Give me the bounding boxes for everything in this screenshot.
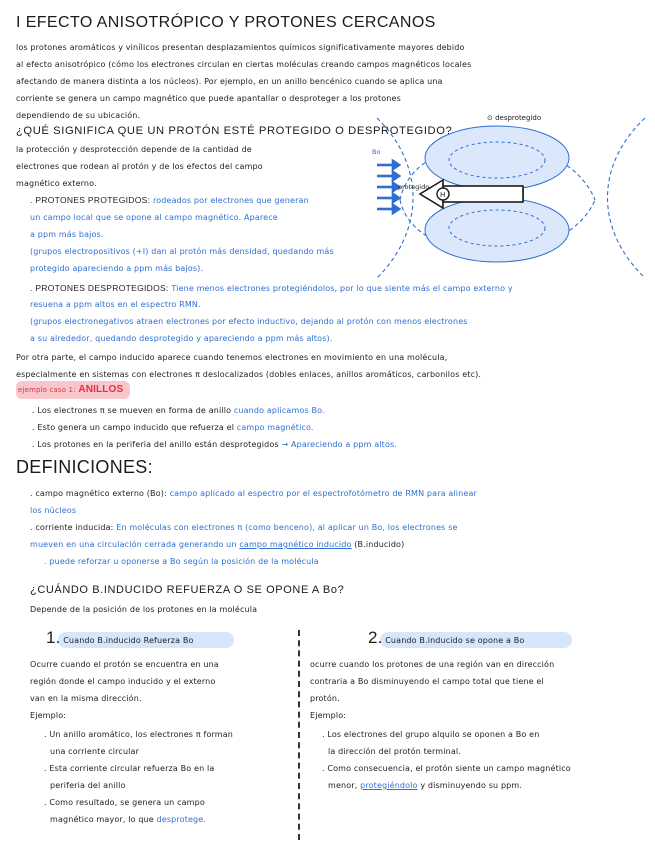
intro-line: corriente se genera un campo magnético que puede apantallar o desproteger a los protones — [16, 94, 401, 103]
left-col-heading-text: Cuando B.inducido Refuerza Bo — [63, 636, 194, 645]
bullet-blue: → Apareciendo a ppm altos. — [281, 440, 398, 449]
intro-line: dependiendo de su ubicación. — [16, 111, 141, 120]
right-bullet: la dirección del protón terminal. — [328, 747, 461, 756]
right-line: contraria a Bo disminuyendo el campo total que tiene el — [310, 677, 544, 686]
def-text: campo aplicado al espectro por el espectrofotómetro de RMN para alinear — [169, 489, 477, 498]
bullet-text: . Los protones en la periferia del anillo están desprotegidos — [32, 440, 279, 449]
ejemplo-anillos: ANILLOS — [78, 384, 124, 395]
induced-field-bottom — [425, 198, 569, 262]
left-bullet-text: magnético mayor, lo que — [50, 815, 154, 824]
def-cont-underlined: campo magnético inducido — [239, 540, 352, 549]
left-bullet: periferia del anillo — [50, 781, 126, 790]
protegidos-note: protegido apareciendo a ppm más bajos). — [30, 264, 204, 273]
right-col-heading — [368, 628, 524, 651]
induced-arrow-body — [443, 186, 523, 202]
right-bullet-blue: protegiéndolo — [360, 781, 418, 790]
desprotegidos-line — [30, 281, 513, 297]
left-line: Ocurre cuando el protón se encuentra en una — [30, 660, 219, 669]
column-divider — [298, 630, 300, 840]
left-line: región donde el campo inducido y el externo — [30, 677, 216, 686]
anisotropy-diagram — [365, 110, 655, 285]
left-bullet: . Un anillo aromático, los electrones π forman — [44, 730, 234, 739]
proton-protected-label: protegido — [398, 183, 430, 191]
def-item — [30, 486, 477, 502]
left-bullet: una corriente circular — [50, 747, 140, 756]
h-letter: H — [440, 191, 446, 199]
deshielded-label: ⊙ desprotegido — [487, 114, 542, 122]
bullet-blue: campo magnético. — [236, 423, 314, 432]
right-line: ocurre cuando los protones de una región van en dirección — [310, 660, 555, 669]
ejemplo-bullet — [32, 420, 314, 436]
protegidos-text: rodeados por electrones que generan — [152, 196, 309, 205]
intro-line: afectando de manera distinta a los núcleos). Por ejemplo, en un anillo bencénico cuando se aplica una — [16, 77, 443, 86]
intro-line: al efecto anisotrópico (cómo los electrones circulan en ciertas moléculas creando campos magnéticos locales — [16, 60, 472, 69]
bullet-text: . Esto genera un campo inducido que refuerza el — [32, 423, 235, 432]
question2-heading: ¿CUÁNDO B.INDUCIDO REFUERZA O SE OPONE A Bo? — [30, 584, 345, 596]
def-cont — [30, 537, 404, 553]
right-bullet: . Como consecuencia, el protón siente un campo magnético — [322, 764, 571, 773]
bullet-text: . Los electrones π se mueven en forma de anillo — [32, 406, 232, 415]
left-line: van en la misma dirección. — [30, 694, 142, 703]
def-sub: . puede reforzar u oponerse a Bo según la posición de la molécula — [44, 557, 319, 566]
def-cont-text: mueven en una circulación cerrada generando un — [30, 540, 237, 549]
q1-line: electrones que rodean al protón y de los efectos del campo — [16, 162, 263, 171]
def-cont-tail: (B.inducido) — [354, 540, 405, 549]
protegidos-line: un campo local que se opone al campo magnético. Aparece — [30, 213, 278, 222]
protegidos-line — [30, 193, 309, 209]
b0-label: Bo — [372, 148, 381, 156]
right-col-heading-text: Cuando B.inducido se opone a Bo — [385, 636, 525, 645]
right-bullet: . Los electrones del grupo alquilo se oponen a Bo en — [322, 730, 540, 739]
left-bullet: . Como resultado, se genera un campo — [44, 798, 205, 807]
def-item — [30, 520, 458, 536]
desprotegidos-label: . PROTONES DESPROTEGIDOS: — [30, 283, 169, 293]
ejemplo-bullet — [32, 403, 325, 419]
field-line — [608, 118, 646, 278]
left-col-heading — [46, 628, 194, 651]
left-col-num: 1. — [46, 628, 61, 647]
left-bullet-blue: desprotege. — [156, 815, 207, 824]
desprotegidos-note: (grupos electronegativos atraen electrones por efecto inductivo, dejando al protón con menos electrones — [30, 317, 468, 326]
intro-line: los protones aromáticos y vinílicos presentan desplazamientos químicos significativamente mayores debido — [16, 43, 465, 52]
left-ejemplo: Ejemplo: — [30, 711, 67, 720]
question-heading: ¿QUÉ SIGNIFICA QUE UN PROTÓN ESTÉ PROTEGIDO O DESPROTEGIDO? — [16, 125, 453, 137]
def-label: . corriente inducida: — [30, 523, 114, 532]
right-col-num: 2. — [368, 628, 383, 647]
ejemplo-bullet — [32, 437, 397, 453]
ejemplo-label: ejemplo caso 1: — [18, 386, 76, 394]
right-bullet-last — [328, 778, 522, 794]
induced-field-top — [425, 126, 569, 190]
protegidos-note: (grupos electropositivos (+I) dan al protón más densidad, quedando más — [30, 247, 334, 256]
protegidos-label: . PROTONES PROTEGIDOS: — [30, 195, 151, 205]
def-text: En moléculas con electrones π (como benceno), al aplicar un Bo, los electrones se — [116, 523, 458, 532]
left-bullet-last — [50, 812, 206, 828]
right-ejemplo: Ejemplo: — [310, 711, 347, 720]
right-line: protón. — [310, 694, 340, 703]
page-title: I EFECTO ANISOTRÓPICO Y PROTONES CERCANOS — [16, 14, 436, 31]
b0-arrows — [377, 161, 399, 213]
left-bullet: . Esta corriente circular refuerza Bo en la — [44, 764, 215, 773]
desprotegidos-note: a su alrededor, quedando desprotegido y apareciendo a ppm más altos). — [30, 334, 333, 343]
desprotegidos-text: Tiene menos electrones protegiéndolos, por lo que siente más el campo externo y — [171, 284, 513, 293]
q2-text: Depende de la posición de los protones en la molécula — [30, 605, 258, 614]
desprotegidos-line: resuena a ppm altos en el espectro RMN. — [30, 300, 201, 309]
ejemplo-heading — [18, 382, 123, 399]
right-bullet-tail: y disminuyendo su ppm. — [420, 781, 523, 790]
q1-line: la protección y desprotección depende de la cantidad de — [16, 145, 252, 154]
def-cont: los núcleos — [30, 506, 77, 515]
otra-parte-line: especialmente en sistemas con electrones π deslocalizados (dobles enlaces, anillos aromáticos, carbonilos etc). — [16, 370, 482, 379]
protegidos-line: a ppm más bajos. — [30, 230, 104, 239]
definiciones-title: DEFINICIONES: — [16, 457, 153, 477]
right-bullet-text: menor, — [328, 781, 358, 790]
bullet-blue: cuando aplicamos Bo. — [233, 406, 325, 415]
def-label: . campo magnético externo (Bo): — [30, 489, 167, 498]
otra-parte-line: Por otra parte, el campo inducido aparece cuando tenemos electrones en movimiento en una molécula, — [16, 353, 448, 362]
q1-line: magnético externo. — [16, 179, 97, 188]
